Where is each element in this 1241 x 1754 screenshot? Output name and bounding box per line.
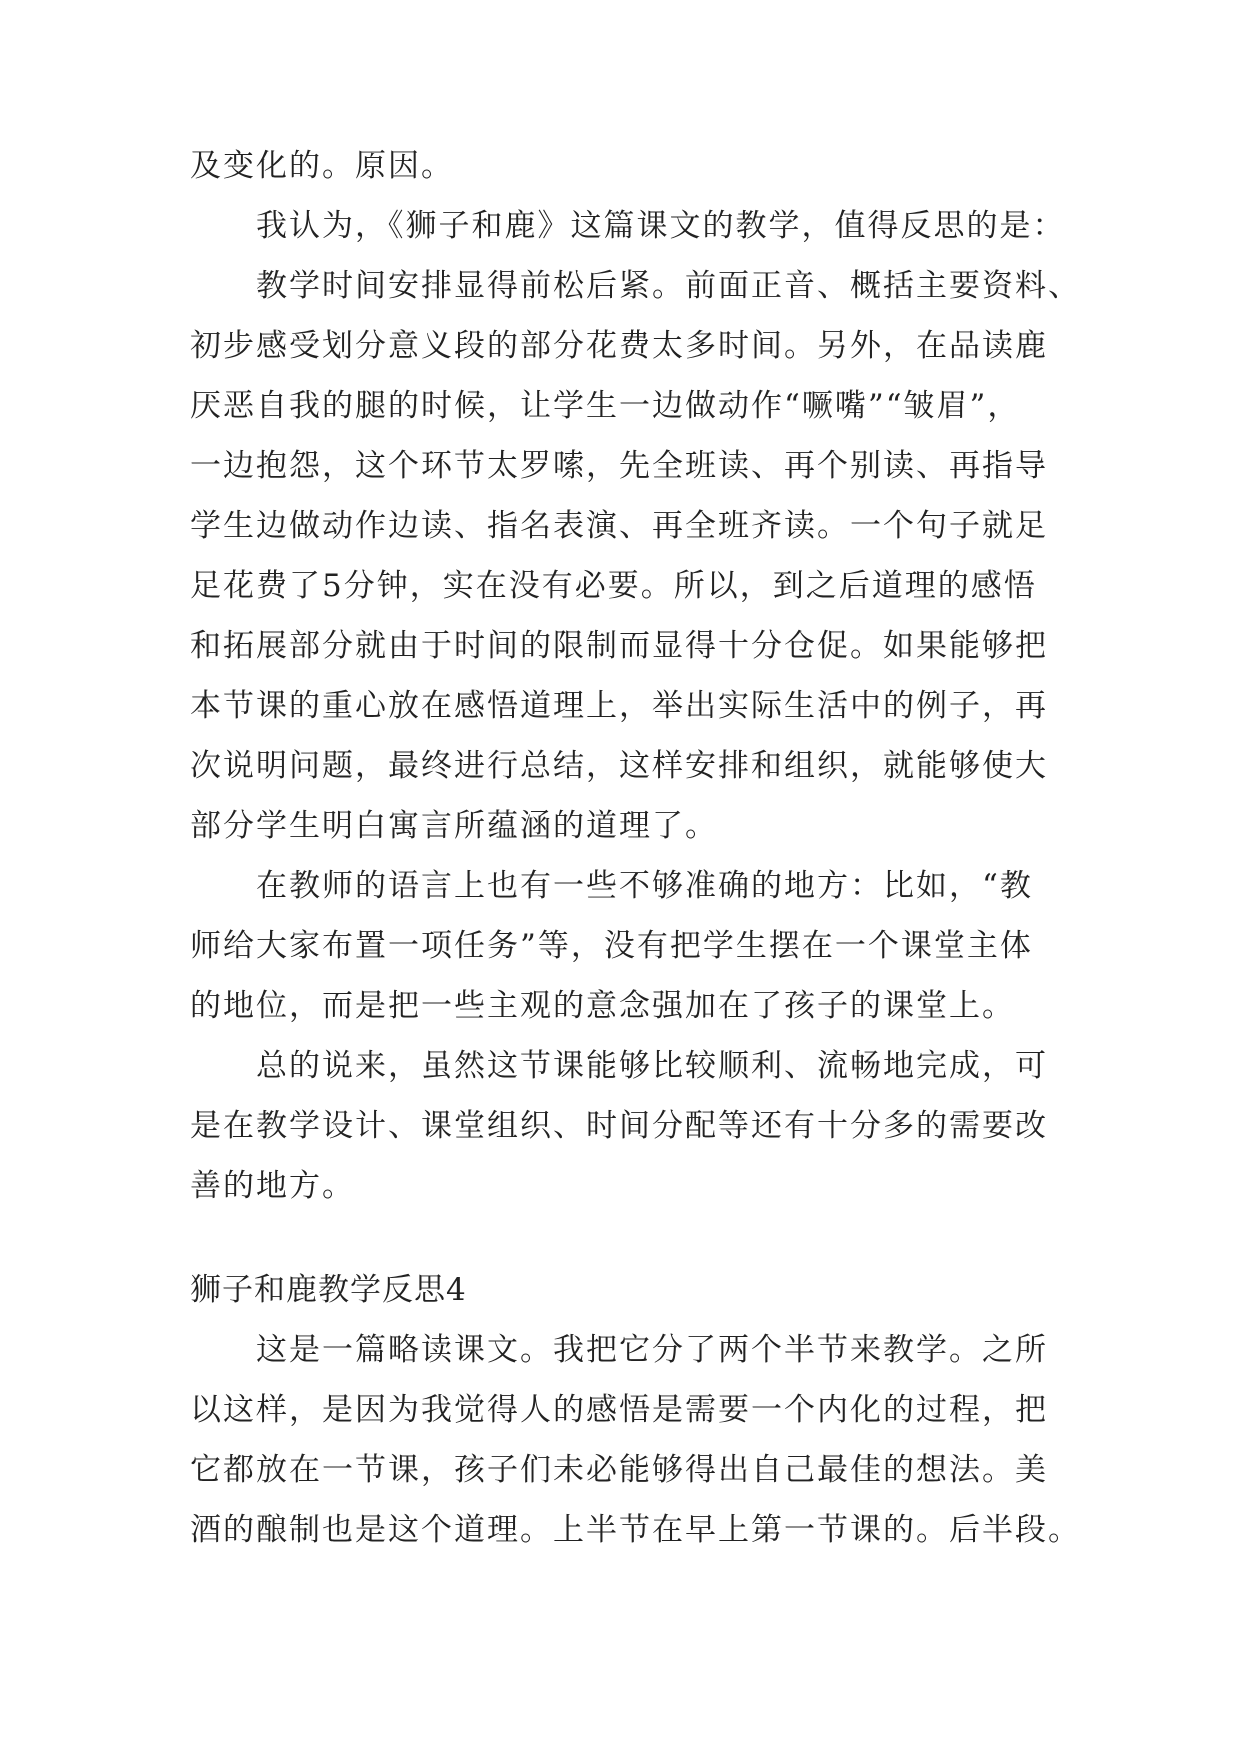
paragraph-line: 本节课的重心放在感悟道理上，举出实际生活中的例子，再 xyxy=(190,688,1048,724)
section-2-body xyxy=(190,1320,1081,1560)
paragraph-line: 善的地方。 xyxy=(190,1168,355,1204)
section-1-body xyxy=(190,136,1081,1216)
paragraph-line: 教学时间安排显得前松后紧。前面正音、概括主要资料、 xyxy=(256,268,1081,304)
paragraph-line: 它都放在一节课，孩子们未必能够得出自己最佳的想法。美 xyxy=(190,1452,1048,1488)
paragraph-line: 总的说来，虽然这节课能够比较顺利、流畅地完成，可 xyxy=(256,1048,1048,1084)
paragraph-line: 厌恶自我的腿的时候，让学生一边做动作“噘嘴”“皱眉”， xyxy=(190,388,1021,424)
paragraph-line: 的地位，而是把一些主观的意念强加在了孩子的课堂上。 xyxy=(190,988,1015,1024)
paragraph-line: 次说明问题，最终进行总结，这样安排和组织，就能够使大 xyxy=(190,748,1048,784)
paragraph-line: 一边抱怨，这个环节太罗嗦，先全班读、再个别读、再指导 xyxy=(190,448,1048,484)
paragraph-line: 我认为，《狮子和鹿》这篇课文的教学，值得反思的是： xyxy=(256,208,1066,244)
paragraph-line: 师给大家布置一项任务”等，没有把学生摆在一个课堂主体 xyxy=(190,928,1033,964)
paragraph-line: 及变化的。原因。 xyxy=(190,148,454,184)
paragraph-line: 部分学生明白寓言所蕴涵的道理了。 xyxy=(190,808,718,844)
paragraph-line: 以这样，是因为我觉得人的感悟是需要一个内化的过程，把 xyxy=(190,1392,1048,1428)
paragraph-line: 学生边做动作边读、指名表演、再全班齐读。一个句子就足 xyxy=(190,508,1048,544)
paragraph-line: 是在教学设计、课堂组织、时间分配等还有十分多的需要改 xyxy=(190,1108,1048,1144)
paragraph-line: 足花费了5分钟，实在没有必要。所以，到之后道理的感悟 xyxy=(190,568,1037,604)
paragraph-line: 酒的酿制也是这个道理。上半节在早上第一节课的。后半段。 xyxy=(190,1512,1081,1548)
paragraph-line: 初步感受划分意义段的部分花费太多时间。另外，在品读鹿 xyxy=(190,328,1048,364)
paragraph-line: 这是一篇略读课文。我把它分了两个半节来教学。之所 xyxy=(256,1332,1048,1368)
section-heading: 狮子和鹿教学反思4 xyxy=(190,1272,467,1308)
paragraph-line: 和拓展部分就由于时间的限制而显得十分仓促。如果能够把 xyxy=(190,628,1048,664)
paragraph-line: 在教师的语言上也有一些不够准确的地方：比如，“教 xyxy=(256,868,1033,904)
